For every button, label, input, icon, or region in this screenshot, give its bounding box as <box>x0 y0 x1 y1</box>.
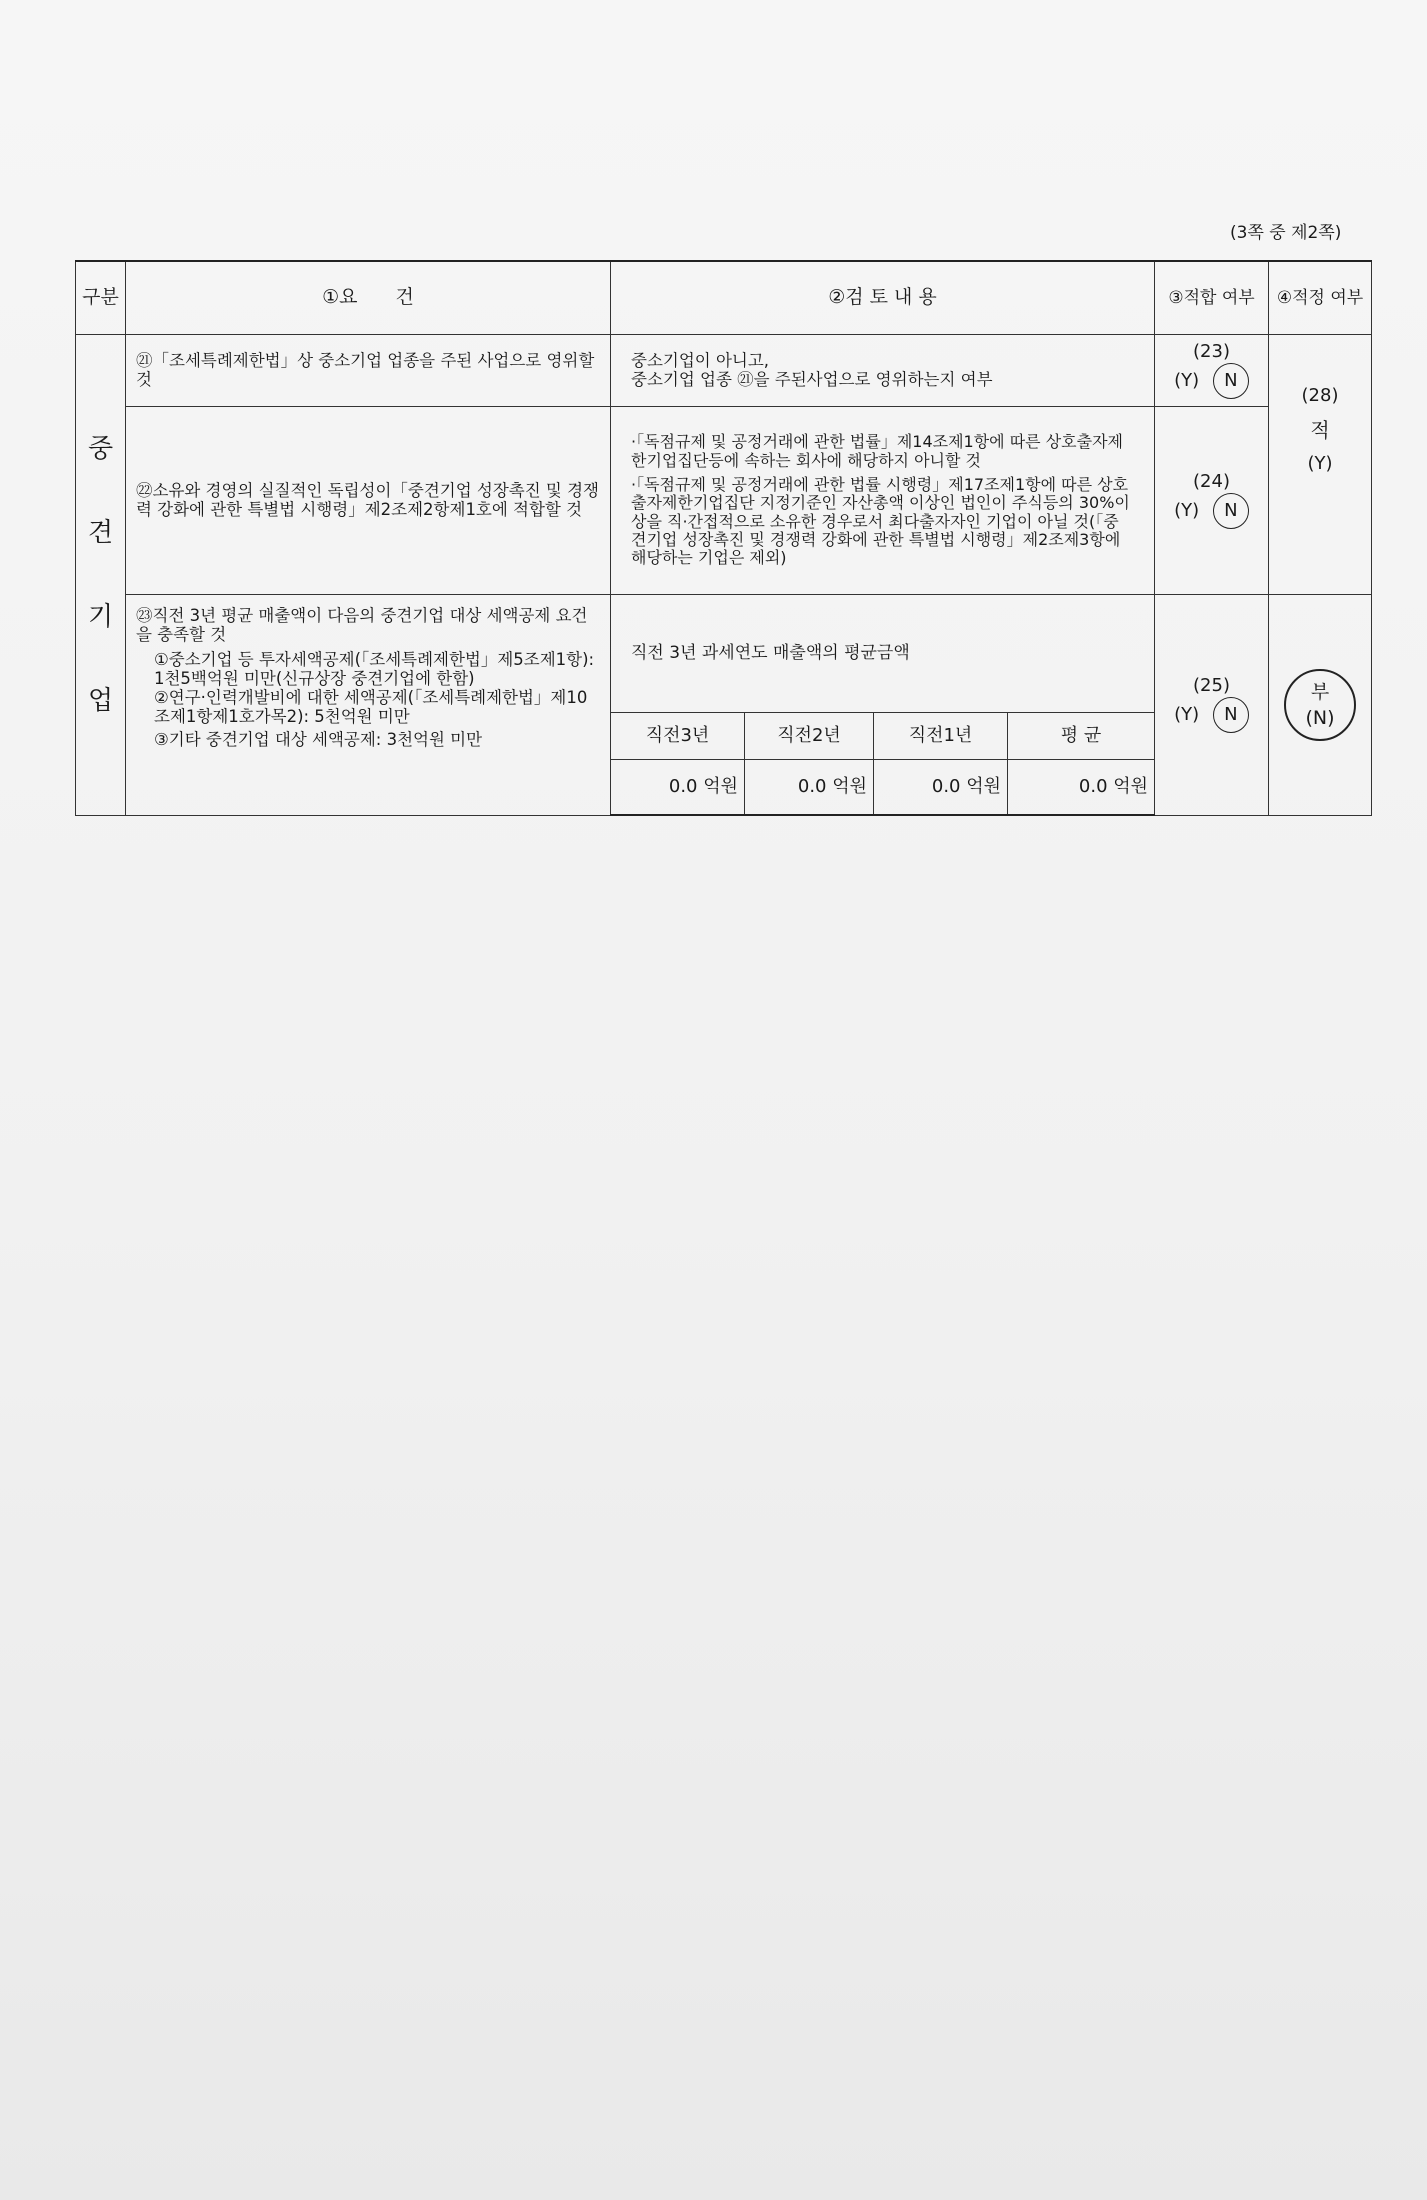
sales-value-avg: 0.0 억원 <box>1008 760 1155 816</box>
final-lower <box>1269 595 1372 816</box>
header-fit: ③적합 여부 <box>1155 261 1269 335</box>
sales-header-1y: 직전1년 <box>874 713 1008 760</box>
review-independence <box>611 407 1155 595</box>
fit-independence-number: (24) <box>1193 471 1230 493</box>
fit-sales-n-circled: N <box>1213 697 1249 733</box>
category-char-4: 업 <box>87 685 114 716</box>
fit-sales <box>1155 595 1269 816</box>
final-inappropriate-circled <box>1284 669 1356 741</box>
review-industry-line-1: 중소기업이 아니고, <box>631 350 770 370</box>
requirement-sales <box>126 595 611 816</box>
sales-value-2y: 0.0 억원 <box>745 760 874 816</box>
fit-sales-number: (25) <box>1193 675 1230 697</box>
review-industry <box>611 335 1155 407</box>
final-inappropriate: 부 <box>1310 680 1330 703</box>
sales-value-3y: 0.0 억원 <box>611 760 745 816</box>
page-number: (3쪽 중 제2쪽) <box>1230 223 1342 243</box>
category-char-3: 기 <box>87 601 114 632</box>
header-review: ②검 토 내 용 <box>611 261 1155 335</box>
category-cell <box>76 335 126 816</box>
final-appropriate: 적 <box>1310 418 1330 442</box>
header-final: ④적정 여부 <box>1269 261 1372 335</box>
sales-header-3y: 직전3년 <box>611 713 745 760</box>
header-requirement: ①요 건 <box>126 261 611 335</box>
fit-industry-n-circled: N <box>1213 363 1249 399</box>
fit-independence-n-circled: N <box>1213 493 1249 529</box>
review-sales: 직전 3년 과세연도 매출액의 평균금액 <box>611 595 1155 713</box>
fit-independence <box>1155 407 1269 595</box>
final-upper <box>1269 335 1372 595</box>
fit-industry <box>1155 335 1269 407</box>
final-number: (28) <box>1301 385 1339 406</box>
final-inappropriate-n: (N) <box>1305 706 1335 729</box>
review-industry-line-2: 중소기업 업종 ㉑을 주된사업으로 영위하는지 여부 <box>631 369 993 389</box>
fit-industry-y: (Y) <box>1174 369 1200 391</box>
category-char-1: 중 <box>87 433 114 464</box>
review-table <box>75 260 1372 816</box>
row-sales <box>76 595 1372 713</box>
requirement-independence: ㉒소유와 경영의 실질적인 독립성이「중견기업 성장촉진 및 경쟁력 강화에 관한 특별법 시행령」제2조제2항제1호에 적합할 것 <box>126 407 611 595</box>
header-row <box>76 261 1372 335</box>
requirement-sales-item-2: ②연구·인력개발비에 대한 세액공제(「조세특례제한법」제10조제1항제1호가목2): 5천억원 미만 <box>154 687 588 726</box>
sales-value-1y: 0.0 억원 <box>874 760 1008 816</box>
requirement-sales-item-3: ③기타 중견기업 대상 세액공제: 3천억원 미만 <box>154 729 483 749</box>
final-appropriate-y: (Y) <box>1307 453 1333 474</box>
sales-header-avg: 평 균 <box>1008 713 1155 760</box>
requirement-sales-title: ㉓직전 3년 평균 매출액이 다음의 중견기업 대상 세액공제 요건을 충족할 것 <box>136 606 588 644</box>
fit-independence-y: (Y) <box>1174 499 1200 521</box>
category-char-2: 견 <box>87 517 114 548</box>
review-independence-line-2: ·「독점규제 및 공정거래에 관한 법률 시행령」제17조제1항에 따른 상호출자제한기업집단 지정기준인 자산총액 이상인 법인이 주식등의 30%이상을 직·간접적으로 소유한 경우로서 최다출자자인 기업이 아닐 것(「중견기업 성장촉진 및 경쟁력 강화에 관한 특별법 시행령」제2조제3항에 해당하는 기업은 제외) <box>631 474 1130 568</box>
requirement-industry: ㉑「조세특례제한법」상 중소기업 업종을 주된 사업으로 영위할 것 <box>126 335 611 407</box>
sales-header-2y: 직전2년 <box>745 713 874 760</box>
requirement-sales-item-1: ①중소기업 등 투자세액공제(「조세특례제한법」제5조제1항): 1천5백억원 미만(신규상장 중견기업에 한함) <box>154 649 595 688</box>
header-category: 구분 <box>76 261 126 335</box>
row-independence <box>76 407 1372 595</box>
fit-sales-y: (Y) <box>1174 704 1200 726</box>
row-industry <box>76 335 1372 407</box>
review-independence-line-1: ·「독점규제 및 공정거래에 관한 법률」제14조제1항에 따른 상호출자제한기업집단등에 속하는 회사에 해당하지 아니할 것 <box>631 432 1123 470</box>
fit-industry-number: (23) <box>1193 341 1230 363</box>
